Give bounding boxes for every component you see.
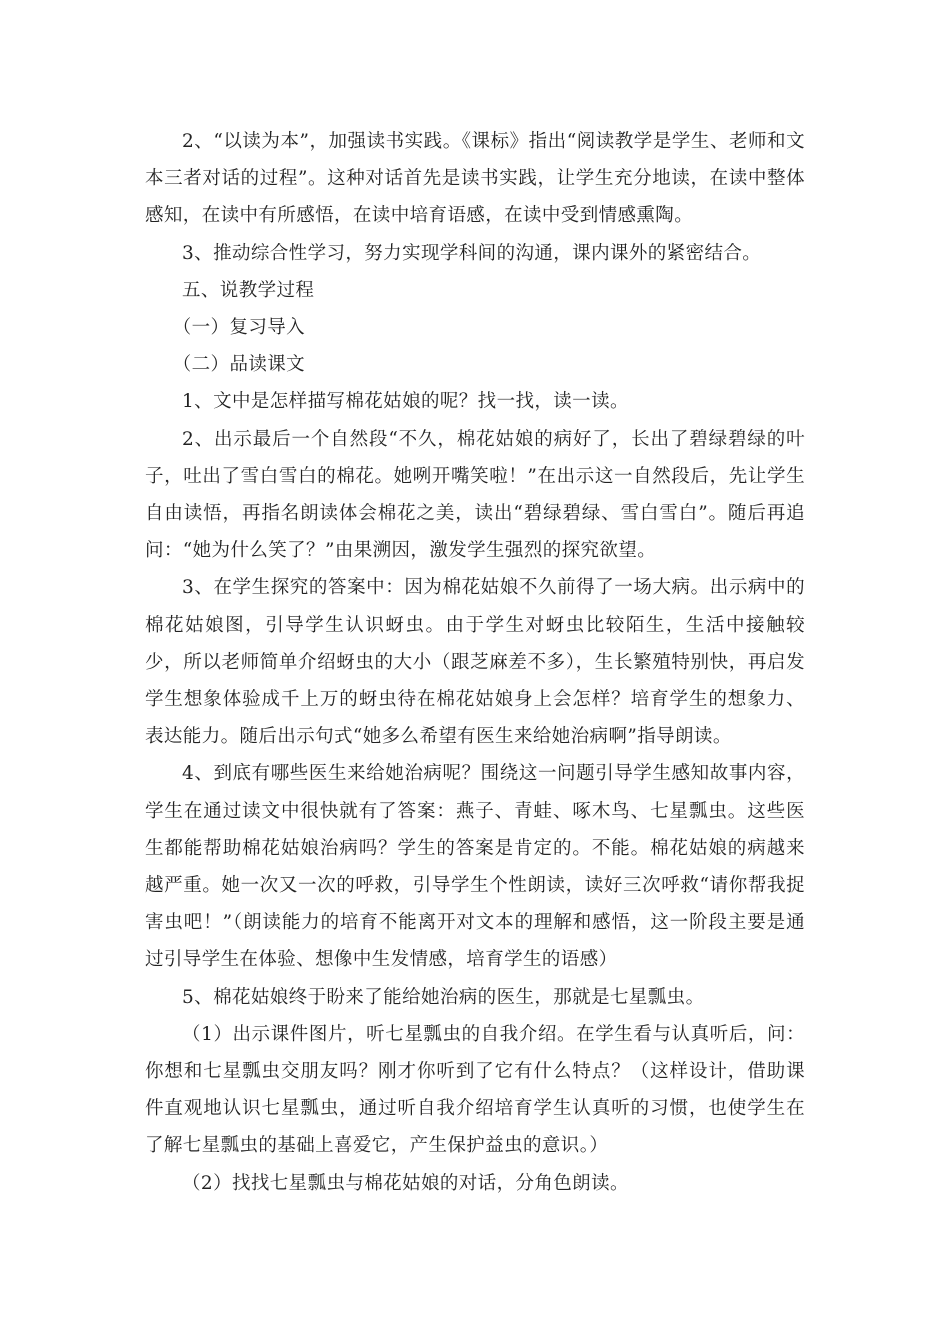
section-heading-teaching-process: 五、说教学过程 xyxy=(182,279,315,301)
subheading-reading-text: （二）品读课文 xyxy=(172,354,306,376)
paragraph-step-3: 3、在学生探究的答案中：因为棉花姑娘不久前得了一场大病。出示病中的棉花姑娘图，引导学生认识蚜虫。由于学生对蚜虫比较陌生，生活中接触较少，所以老师简单介绍蚜虫的大小（跟芝麻差不多），生长繁殖特别快，再启发学生想象体验成千上万的蚜虫待在棉花姑娘身上会怎样？培育学生的想象力、表达能力。随后出示句式“她多么希望有医生来给她治病啊”指导朗读。 xyxy=(145,577,805,748)
paragraph-reading-practice: 2、“以读为本”，加强读书实践。《课标》指出“阅读教学是学生、老师和文本三者对话的过程”。这种对话首先是读书实践，让学生充分地读，在读中整体感知，在读中有所感悟，在读中培育语感，在读中受到情感熏陶。 xyxy=(145,131,805,227)
paragraph-integrated-learning: 3、推动综合性学习，努力实现学科间的沟通，课内课外的紧密结合。 xyxy=(182,242,762,264)
paragraph-step-1: 1、文中是怎样描写棉花姑娘的呢？找一找，读一读。 xyxy=(182,391,629,413)
paragraph-step-4: 4、到底有哪些医生来给她治病呢？围绕这一问题引导学生感知故事内容，学生在通过读文中很快就有了答案：燕子、青蛙、啄木鸟、七星瓢虫。这些医生都能帮助棉花姑娘治病吗？学生的答案是肯定的。不能。棉花姑娘的病越来越严重。她一次又一次的呼救，引导学生个性朗读，读好三次呼救“请你帮我捉害虫吧！”（朗读能力的培育不能离开对文本的理解和感悟，这一阶段主要是通过引导学生在体验、想像中生发情感，培育学生的语感） xyxy=(145,763,805,971)
paragraph-substep-2: （2）找找七星瓢虫与棉花姑娘的对话，分角色朗读。 xyxy=(182,1172,629,1194)
paragraph-step-2: 2、出示最后一个自然段“不久，棉花姑娘的病好了，长出了碧绿碧绿的叶子，吐出了雪白雪白的棉花。她咧开嘴笑啦！”在出示这一自然段后，先让学生自由读悟，再指名朗读体会棉花之美，读出“碧绿碧绿、雪白雪白”。随后再追问：“她为什么笑了？”由果溯因，激发学生强烈的探究欲望。 xyxy=(145,428,805,562)
subheading-review-intro: （一）复习导入 xyxy=(172,317,306,339)
document-body xyxy=(145,123,805,1202)
paragraph-step-5: 5、棉花姑娘终于盼来了能给她治病的医生，那就是七星瓢虫。 xyxy=(182,986,705,1008)
paragraph-substep-1: （1）出示课件图片，听七星瓢虫的自我介绍。在学生看与认真听后，问：你想和七星瓢虫交朋友吗？刚才你听到了它有什么特点？（这样设计，借助课件直观地认识七星瓢虫，通过听自我介绍培育学生认真听的习惯，也使学生在了解七星瓢虫的基础上喜爱它，产生保护益虫的意识。） xyxy=(145,1023,805,1157)
